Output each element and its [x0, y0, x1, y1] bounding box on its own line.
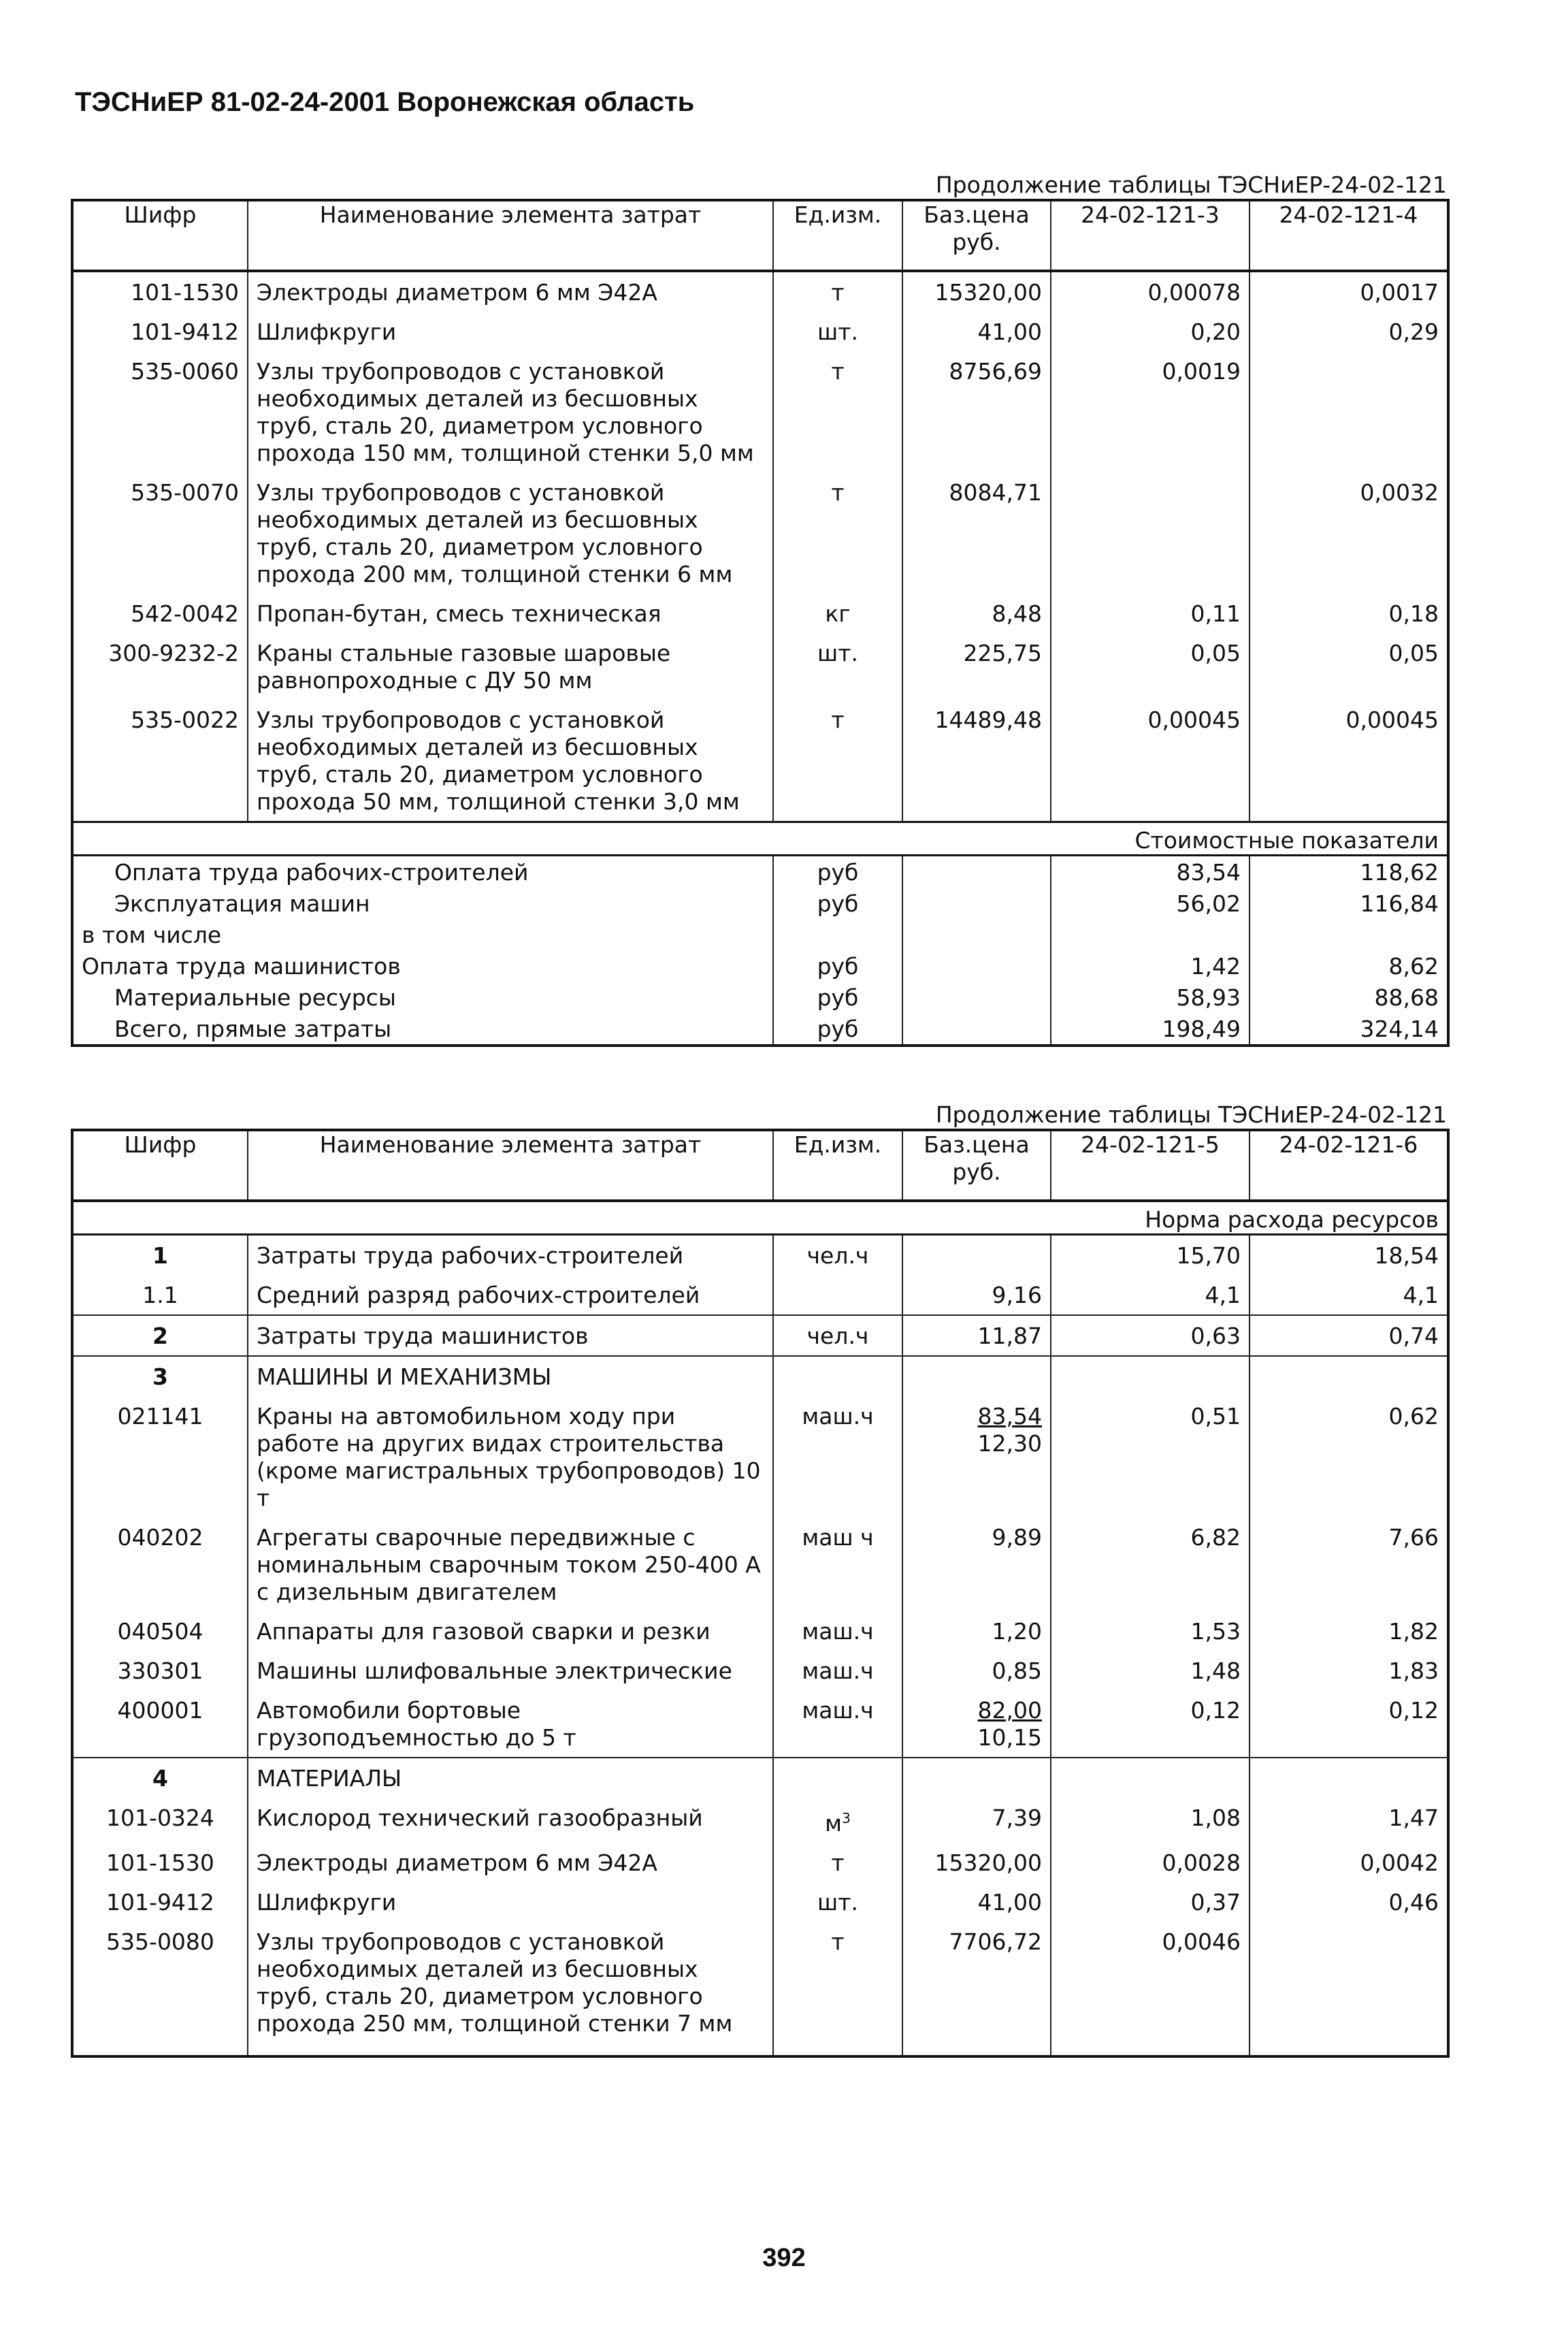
norm-col-b-cell: 0,12 — [1250, 1690, 1448, 1758]
norm-col-a-cell — [1051, 1758, 1250, 1798]
norm-col-b-cell: 0,62 — [1250, 1396, 1448, 1517]
header-code: Шифр — [72, 1130, 248, 1201]
cost-col-b-cell: 118,62 — [1250, 856, 1448, 888]
header-col-a: 24-02-121-3 — [1051, 200, 1250, 271]
resource-name: Шлифкруги — [248, 312, 773, 351]
norm-col-b-cell: 1,82 — [1250, 1611, 1448, 1651]
unit-cell: т — [773, 700, 902, 822]
base-price-cell: 1,20 — [902, 1611, 1051, 1651]
section-band — [72, 822, 1448, 856]
norm-col-a-cell: 0,00045 — [1051, 700, 1250, 822]
table-row — [72, 1690, 1448, 1758]
table-row — [72, 1651, 1448, 1690]
table-row — [72, 594, 1448, 633]
base-price-cell — [902, 950, 1051, 982]
unit-cell: маш.ч — [773, 1690, 902, 1758]
base-price-cell: 41,00 — [902, 312, 1051, 351]
cost-row — [72, 888, 1448, 919]
machinist-wage-value: 10,15 — [977, 1724, 1042, 1751]
norm-col-b-cell: 0,29 — [1250, 312, 1448, 351]
resource-code: 535-0060 — [72, 351, 248, 472]
cost-col-b-cell: 116,84 — [1250, 888, 1448, 919]
table-row — [72, 1275, 1448, 1315]
header-name: Наименование элемента затрат — [248, 200, 773, 271]
header-col-b: 24-02-121-4 — [1250, 200, 1448, 271]
norm-col-a-cell: 4,1 — [1051, 1275, 1250, 1315]
unit-cell: маш.ч — [773, 1396, 902, 1517]
estimate-table-2 — [71, 1129, 1450, 2058]
cost-col-b-cell: 324,14 — [1250, 1013, 1448, 1046]
spacer-cell — [1051, 2043, 1250, 2056]
table-continuation-caption: Продолжение таблицы ТЭСНиЕР-24-02-121 — [935, 172, 1447, 198]
unit-cell: т — [773, 1843, 902, 1882]
base-price-cell — [902, 919, 1051, 950]
cost-name: Оплата труда машинистов — [72, 950, 773, 982]
base-price-cell — [902, 1356, 1051, 1396]
table-row — [72, 1235, 1448, 1276]
norm-col-a-cell: 0,12 — [1051, 1690, 1250, 1758]
unit-cell: руб — [773, 950, 902, 982]
norm-col-a-cell: 0,11 — [1051, 594, 1250, 633]
base-price-cell — [902, 982, 1051, 1013]
resource-code: 1.1 — [72, 1275, 248, 1315]
cost-indicators-label: Стоимостные показатели — [72, 822, 1448, 856]
table-row — [72, 472, 1448, 594]
resource-code: 300-9232-2 — [72, 633, 248, 700]
unit-cell: шт. — [773, 312, 902, 351]
resource-name: Затраты труда машинистов — [248, 1315, 773, 1356]
resource-name: Пропан-бутан, смесь техническая — [248, 594, 773, 633]
table-row — [72, 1315, 1448, 1356]
header-col-a: 24-02-121-5 — [1051, 1130, 1250, 1201]
section-title-row — [72, 1758, 1448, 1798]
unit-cell: $м^3$ — [773, 1798, 902, 1843]
base-price-cell: 7,39 — [902, 1798, 1051, 1843]
norm-col-a-cell: 0,37 — [1051, 1882, 1250, 1922]
resource-code: 101-9412 — [72, 312, 248, 351]
resource-code: 400001 — [72, 1690, 248, 1758]
header-unit: Ед.изм. — [773, 200, 902, 271]
table-row — [72, 1922, 1448, 2043]
resource-name: Узлы трубопроводов с установкой необходимых деталей из бесшовных труб, сталь 20, диаметром условного прохода 150 мм, толщиной стенки 5,0 мм — [248, 351, 773, 472]
base-price-cell — [902, 856, 1051, 888]
norm-col-a-cell: 6,82 — [1051, 1517, 1250, 1611]
spacer-row — [72, 2043, 1448, 2056]
norm-col-a-cell — [1051, 472, 1250, 594]
base-price-cell: 9,16 — [902, 1275, 1051, 1315]
norm-col-b-cell: 0,0042 — [1250, 1843, 1448, 1882]
norm-col-a-cell: 0,05 — [1051, 633, 1250, 700]
base-price-cell: 11,87 — [902, 1315, 1051, 1356]
resource-code: 021141 — [72, 1396, 248, 1517]
base-price-cell — [902, 1235, 1051, 1276]
norm-col-a-cell: 0,0046 — [1051, 1922, 1250, 2043]
norm-col-b-cell: 0,46 — [1250, 1882, 1448, 1922]
resource-code: 542-0042 — [72, 594, 248, 633]
resource-name: Аппараты для газовой сварки и резки — [248, 1611, 773, 1651]
resource-name: Шлифкруги — [248, 1882, 773, 1922]
table-row — [72, 700, 1448, 822]
unit-cell: руб — [773, 982, 902, 1013]
cost-col-a-cell — [1051, 919, 1250, 950]
table-row — [72, 312, 1448, 351]
unit-cell: чел.ч — [773, 1315, 902, 1356]
base-price-cell: 14489,48 — [902, 700, 1051, 822]
cost-row — [72, 982, 1448, 1013]
cost-col-b-cell: 88,68 — [1250, 982, 1448, 1013]
norm-col-b-cell: 0,05 — [1250, 633, 1448, 700]
resource-code: 535-0070 — [72, 472, 248, 594]
resource-name: Электроды диаметром 6 мм Э42А — [248, 1843, 773, 1882]
base-price-cell: 41,00 — [902, 1882, 1051, 1922]
unit-cell: руб — [773, 1013, 902, 1046]
resource-code: 1 — [72, 1235, 248, 1276]
unit-cell: т — [773, 351, 902, 472]
unit-cell: т — [773, 472, 902, 594]
section-title-row — [72, 1356, 1448, 1396]
norm-col-a-cell: 0,20 — [1051, 312, 1250, 351]
norm-col-b-cell: 4,1 — [1250, 1275, 1448, 1315]
unit-cell: руб — [773, 888, 902, 919]
cost-col-b-cell: 8,62 — [1250, 950, 1448, 982]
base-price-cell — [902, 888, 1051, 919]
header-price: Баз.цена руб. — [902, 200, 1051, 271]
table-row — [72, 271, 1448, 312]
norm-col-b-cell: 0,0032 — [1250, 472, 1448, 594]
cost-row — [72, 856, 1448, 888]
table-row — [72, 633, 1448, 700]
unit-cell — [773, 1275, 902, 1315]
table-header-row — [72, 1130, 1448, 1201]
resource-name: Автомобили бортовые грузоподъемностью до 5 т — [248, 1690, 773, 1758]
norm-col-a-cell: 0,63 — [1051, 1315, 1250, 1356]
table-row — [72, 1882, 1448, 1922]
cost-col-b-cell — [1250, 919, 1448, 950]
base-price-cell: 83,54 12,30 — [902, 1396, 1051, 1517]
resource-code: 535-0080 — [72, 1922, 248, 2043]
resource-code: 535-0022 — [72, 700, 248, 822]
norm-col-b-cell: 1,83 — [1250, 1651, 1448, 1690]
resource-name: Краны стальные газовые шаровые равнопроходные с ДУ 50 мм — [248, 633, 773, 700]
resource-name: Средний разряд рабочих-строителей — [248, 1275, 773, 1315]
norm-col-b-cell: 18,54 — [1250, 1235, 1448, 1276]
norm-col-a-cell: 1,53 — [1051, 1611, 1250, 1651]
base-price-cell: 8756,69 — [902, 351, 1051, 472]
spacer-cell — [902, 2043, 1051, 2056]
base-price-cell: 15320,00 — [902, 1843, 1051, 1882]
base-price-cell: 9,89 — [902, 1517, 1051, 1611]
spacer-cell — [248, 2043, 773, 2056]
spacer-cell — [773, 2043, 902, 2056]
cost-col-a-cell: 198,49 — [1051, 1013, 1250, 1046]
norm-col-a-cell: 1,08 — [1051, 1798, 1250, 1843]
unit-cell — [773, 1758, 902, 1798]
section-band — [72, 1201, 1448, 1235]
table-row — [72, 1611, 1448, 1651]
norm-col-b-cell — [1250, 351, 1448, 472]
spacer-cell — [72, 2043, 248, 2056]
unit-cell: кг — [773, 594, 902, 633]
unit-cell — [773, 919, 902, 950]
table-row — [72, 1843, 1448, 1882]
norm-col-b-cell — [1250, 1922, 1448, 2043]
resource-name: Агрегаты сварочные передвижные с номинальным сварочным током 250-400 А с дизельным двигателем — [248, 1517, 773, 1611]
header-col-b: 24-02-121-6 — [1250, 1130, 1448, 1201]
cost-name: Оплата труда рабочих-строителей — [72, 856, 773, 888]
norm-col-a-cell: 0,00078 — [1051, 271, 1250, 312]
base-price-cell — [902, 1758, 1051, 1798]
resource-code: 4 — [72, 1758, 248, 1798]
header-name: Наименование элемента затрат — [248, 1130, 773, 1201]
cost-col-a-cell: 56,02 — [1051, 888, 1250, 919]
norm-col-a-cell: 0,0019 — [1051, 351, 1250, 472]
resource-name: Узлы трубопроводов с установкой необходимых деталей из бесшовных труб, сталь 20, диаметром условного прохода 250 мм, толщиной стенки 7 мм — [248, 1922, 773, 2043]
norm-col-a-cell: 1,48 — [1051, 1651, 1250, 1690]
cost-col-a-cell: 1,42 — [1051, 950, 1250, 982]
resource-name: МАТЕРИАЛЫ — [248, 1758, 773, 1798]
norm-col-b-cell: 0,18 — [1250, 594, 1448, 633]
resource-code: 101-0324 — [72, 1798, 248, 1843]
table-row — [72, 351, 1448, 472]
unit-cell — [773, 1356, 902, 1396]
resource-name: МАШИНЫ И МЕХАНИЗМЫ — [248, 1356, 773, 1396]
cost-col-a-cell: 58,93 — [1051, 982, 1250, 1013]
header-unit: Ед.изм. — [773, 1130, 902, 1201]
norm-col-b-cell: 1,47 — [1250, 1798, 1448, 1843]
norm-col-a-cell: 15,70 — [1051, 1235, 1250, 1276]
base-price-cell: 225,75 — [902, 633, 1051, 700]
cost-name: Эксплуатация машин — [72, 888, 773, 919]
machinist-wage-value: 12,30 — [977, 1430, 1042, 1457]
resource-name: Затраты труда рабочих-строителей — [248, 1235, 773, 1276]
resource-name: Кислород технический газообразный — [248, 1798, 773, 1843]
base-price-cell: 15320,00 — [902, 271, 1051, 312]
base-price-cell: 82,00 10,15 — [902, 1690, 1051, 1758]
norm-col-b-cell: 0,0017 — [1250, 271, 1448, 312]
resource-code: 101-1530 — [72, 271, 248, 312]
base-price-cell: 0,85 — [902, 1651, 1051, 1690]
cost-row — [72, 1013, 1448, 1046]
base-price-cell: 8084,71 — [902, 472, 1051, 594]
cost-row — [72, 919, 1448, 950]
cost-name: Материальные ресурсы — [72, 982, 773, 1013]
resource-code: 3 — [72, 1356, 248, 1396]
spacer-cell — [1250, 2043, 1448, 2056]
resource-code: 2 — [72, 1315, 248, 1356]
base-price-cell: 8,48 — [902, 594, 1051, 633]
unit-cell: руб — [773, 856, 902, 888]
norm-col-b-cell — [1250, 1758, 1448, 1798]
norm-col-b-cell — [1250, 1356, 1448, 1396]
norm-col-b-cell: 7,66 — [1250, 1517, 1448, 1611]
norm-col-b-cell: 0,00045 — [1250, 700, 1448, 822]
table-row — [72, 1798, 1448, 1843]
base-price-cell — [902, 1013, 1051, 1046]
base-price-cell: 7706,72 — [902, 1922, 1051, 2043]
resource-name: Машины шлифовальные электрические — [248, 1651, 773, 1690]
cost-row — [72, 950, 1448, 982]
document-title: ТЭСНиЕР 81-02-24-2001 Воронежская область — [75, 87, 695, 117]
resource-name: Узлы трубопроводов с установкой необходимых деталей из бесшовных труб, сталь 20, диаметром условного прохода 200 мм, толщиной стенки 6 мм — [248, 472, 773, 594]
resource-name: Электроды диаметром 6 мм Э42А — [248, 271, 773, 312]
resource-norm-label: Норма расхода ресурсов — [72, 1201, 1448, 1235]
page-number: 392 — [762, 2244, 806, 2272]
unit-superscript: 3 — [842, 1810, 851, 1826]
norm-col-a-cell: 0,0028 — [1051, 1843, 1250, 1882]
header-price: Баз.цена руб. — [902, 1130, 1051, 1201]
unit-cell: т — [773, 1922, 902, 2043]
resource-code: 101-9412 — [72, 1882, 248, 1922]
unit-cell: маш.ч — [773, 1611, 902, 1651]
cost-name: в том числе — [72, 919, 773, 950]
table-row — [72, 1396, 1448, 1517]
norm-col-b-cell: 0,74 — [1250, 1315, 1448, 1356]
table-continuation-caption: Продолжение таблицы ТЭСНиЕР-24-02-121 — [935, 1101, 1447, 1128]
unit-cell: шт. — [773, 633, 902, 700]
norm-col-a-cell: 0,51 — [1051, 1396, 1250, 1517]
unit-cell: шт. — [773, 1882, 902, 1922]
resource-name: Краны на автомобильном ходу при работе на других видах строительства (кроме магистральных трубопроводов) 10 т — [248, 1396, 773, 1517]
table-header-row — [72, 200, 1448, 271]
header-code: Шифр — [72, 200, 248, 271]
estimate-table-1 — [71, 199, 1450, 1047]
table-row — [72, 1517, 1448, 1611]
norm-col-a-cell — [1051, 1356, 1250, 1396]
unit-cell: маш ч — [773, 1517, 902, 1611]
resource-code: 040504 — [72, 1611, 248, 1651]
cost-name: Всего, прямые затраты — [72, 1013, 773, 1046]
cost-col-a-cell: 83,54 — [1051, 856, 1250, 888]
resource-name: Узлы трубопроводов с установкой необходимых деталей из бесшовных труб, сталь 20, диаметром условного прохода 50 мм, толщиной стенки 3,0 мм — [248, 700, 773, 822]
resource-code: 330301 — [72, 1651, 248, 1690]
unit-cell: т — [773, 271, 902, 312]
unit-cell: маш.ч — [773, 1651, 902, 1690]
resource-code: 101-1530 — [72, 1843, 248, 1882]
unit-cell: чел.ч — [773, 1235, 902, 1276]
resource-code: 040202 — [72, 1517, 248, 1611]
